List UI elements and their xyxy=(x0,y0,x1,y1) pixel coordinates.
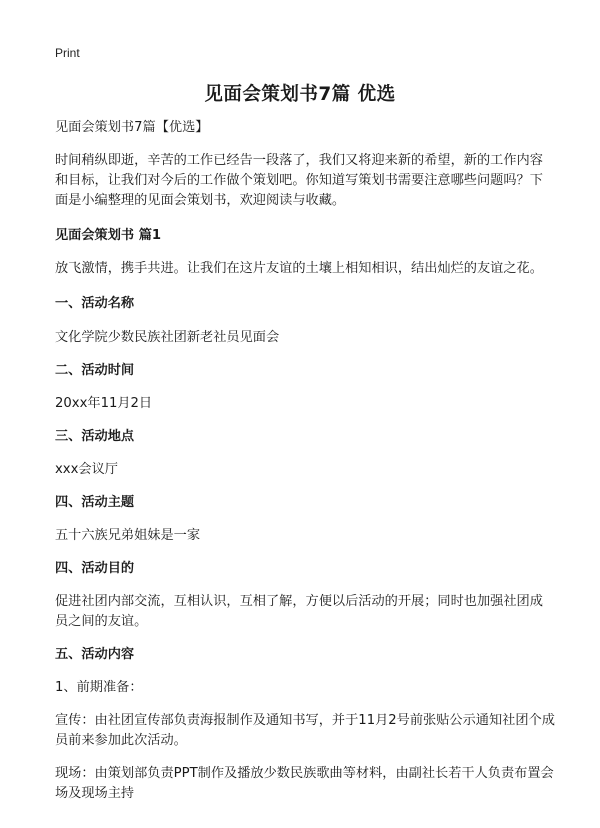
publicity-paragraph: 宣传：由社团宣传部负责海报制作及通知书写，并于11月2号前张贴公示通知社团个成员前来参加此次活动。 xyxy=(55,713,555,748)
section-heading-part1: 见面会策划书 篇1 xyxy=(55,228,162,243)
document-body xyxy=(55,118,555,804)
activity-time-text: 20xx年11月2日 xyxy=(55,396,153,411)
venue-paragraph: 现场：由策划部负责PPT制作及播放少数民族歌曲等材料，由副社长若干人负责布置会场及现场主持 xyxy=(55,766,554,801)
heading-activity-time: 二、活动时间 xyxy=(55,363,135,378)
heading-activity-name: 一、活动名称 xyxy=(55,296,135,311)
activity-place-text: xxx会议厅 xyxy=(55,462,118,477)
part1-intro-paragraph: 放飞激情，携手共进。让我们在这片友谊的土壤上相知相识，结出灿烂的友谊之花。 xyxy=(55,261,543,276)
activity-purpose-text: 促进社团内部交流，互相认识，互相了解，方便以后活动的开展；同时也加强社团成员之间的友谊。 xyxy=(55,594,543,629)
activity-theme-text: 五十六族兄弟姐妹是一家 xyxy=(55,528,201,543)
preparation-label: 1、前期准备： xyxy=(55,680,143,695)
intro-paragraph: 时间稍纵即逝，辛苦的工作已经告一段落了，我们又将迎来新的希望，新的工作内容和目标，让我们对今后的工作做个策划吧。你知道写策划书需要注意哪些问题吗？下面是小编整理的见面会策划书，欢迎阅读与收藏。 xyxy=(55,153,543,208)
heading-activity-content: 五、活动内容 xyxy=(55,647,135,662)
document-title: 见面会策划书7篇 优选 xyxy=(204,84,396,105)
heading-activity-theme: 四、活动主题 xyxy=(55,495,135,510)
heading-activity-purpose: 四、活动目的 xyxy=(55,561,135,576)
subtitle-line: 见面会策划书7篇【优选】 xyxy=(55,120,209,135)
heading-activity-place: 三、活动地点 xyxy=(55,429,135,444)
activity-name-text: 文化学院少数民族社团新老社员见面会 xyxy=(55,330,280,345)
print-link[interactable]: Print xyxy=(55,46,80,60)
